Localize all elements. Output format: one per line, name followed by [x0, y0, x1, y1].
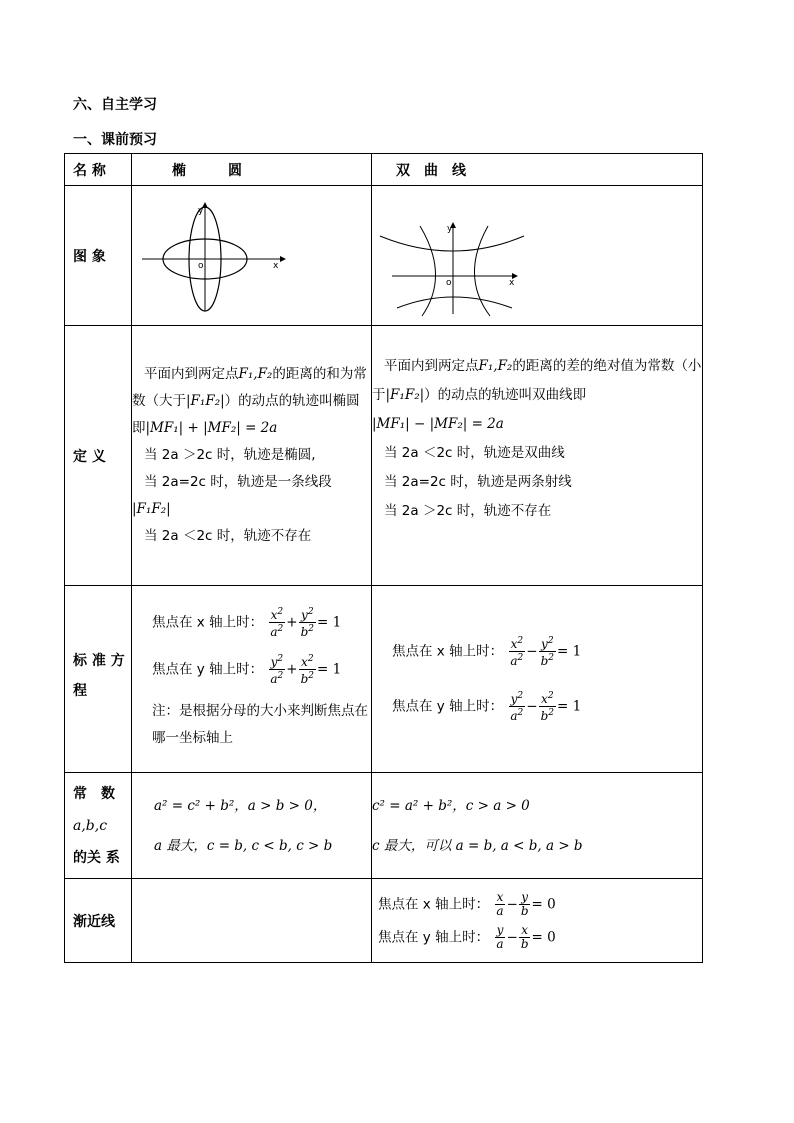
ellipse-case-2: 当 2a=2c 时，轨迹是一条线段 [144, 474, 332, 490]
frac: $\frac{y^2}{b^2}$ [300, 607, 314, 639]
table-row-asymptote [65, 879, 703, 963]
ellipse-eq-y-label: 焦点在 y 轴上时： [152, 661, 264, 678]
hyperbola-graph-cell [372, 186, 703, 326]
hyper-relation-1: c² = a² + b²，c > a > 0 [372, 797, 530, 814]
frac: $\frac{y}{a}$ [496, 922, 504, 951]
ellipse-axis-y: y [198, 206, 204, 216]
ellipse-graph [132, 186, 372, 321]
subsection-heading: 一、课前预习 [73, 132, 157, 148]
ellipse-def-text-2: 的距离的和为常数（大于 [132, 366, 367, 409]
table-header-row [65, 154, 703, 186]
frac: $\frac{x^2}{b^2}$ [540, 691, 554, 723]
frac: $\frac{x}{a}$ [496, 889, 504, 918]
table-row-relation [65, 773, 703, 879]
hyper-eq-x-label: 焦点在 x 轴上时： [392, 643, 504, 660]
comparison-table [64, 153, 703, 963]
hyperbola-origin: o [446, 278, 452, 288]
frac: $\frac{y^2}{a^2}$ [270, 654, 284, 686]
ellipse-relation [132, 773, 372, 879]
hyper-case-1: 当 2a ＜2c 时，轨迹是双曲线 [384, 445, 565, 461]
hyperbola-asymptotes [372, 879, 703, 963]
hyper-relation-2: c 最大，可以 a = b, a < b, a > b [372, 837, 583, 854]
frac: $\frac{x}{b}$ [520, 922, 529, 951]
ellipse-relation-1: a² = c² + b²，a > b > 0， [154, 797, 327, 814]
hyperbola-axis-y: y [447, 224, 453, 234]
hyper-def-foci: F₁,F₂ [478, 358, 513, 374]
hyperbola-equations [372, 586, 703, 773]
eq-rhs: = 1 [557, 643, 582, 660]
ellipse-def-f1f2: |F₁F₂| [186, 393, 225, 409]
ellipse-graph-cell [132, 186, 372, 326]
ellipse-definition [132, 326, 372, 586]
hyperbola-axis-x: x [509, 278, 515, 288]
ellipse-case-1: 当 2a ＞2c 时，轨迹是椭圆, [144, 447, 316, 463]
ellipse-case-2b: |F₁F₂| [132, 501, 171, 517]
hyperbola-relation [372, 773, 703, 879]
relation-label [65, 773, 132, 879]
asym-x: 焦点在 x 轴上时： $\frac{x}{a}$ − $\frac{y}{b}$ = 0 [378, 889, 556, 918]
ellipse-axis-x: x [273, 261, 279, 271]
ellipse-def-foci: F₁,F₂ [238, 366, 273, 382]
table-row-definition [65, 326, 703, 586]
ellipse-def-text-3: ）的动点的轨迹叫椭圆即 [132, 393, 360, 436]
hyper-def-text-2: 的距离的差的绝对值为常数（小于 [372, 358, 702, 403]
header-name: 名 称 [65, 154, 132, 186]
asymptote-label: 渐近线 [65, 879, 132, 963]
asym-rhs: = 0 [531, 929, 556, 945]
asym-y: 焦点在 y 轴上时： $\frac{y}{a}$ − $\frac{x}{b}$ = 0 [378, 922, 556, 951]
hyper-case-2: 当 2a=2c 时，轨迹是两条射线 [384, 474, 572, 490]
ellipse-asymptote [132, 879, 372, 963]
equation-note: 注：是根据分母的大小来判断焦点在哪一坐标轴上 [152, 703, 368, 746]
header-ellipse: 椭 圆 [132, 154, 372, 186]
equation-label: 标 准 方 程 [65, 586, 132, 773]
asym-x-label: 焦点在 x 轴上时： [378, 896, 490, 912]
ellipse-relation-2: a 最大，c = b, c < b, c > b [154, 837, 333, 854]
ellipse-eq-y: 焦点在 y 轴上时： $\frac{y^2}{a^2}$ + $\frac{x^2}{b^2}$ = 1 [152, 654, 342, 686]
relation-label-1: 常 数 [73, 785, 115, 802]
hyper-def-f1f2: |F₁F₂| [385, 387, 425, 403]
eq-rhs: = 1 [317, 661, 342, 678]
table-row-equation [65, 586, 703, 773]
ellipse-origin: o [198, 261, 204, 271]
section-heading: 六、自主学习 [73, 97, 157, 113]
ellipse-case-3: 当 2a ＜2c 时，轨迹不存在 [144, 528, 312, 544]
definition-label: 定 义 [65, 326, 132, 586]
ellipse-eq-x: 焦点在 x 轴上时： $\frac{x^2}{a^2}$ + $\frac{y^2}{b^2}$ = 1 [152, 607, 342, 639]
hyper-case-3: 当 2a ＞2c 时，轨迹不存在 [384, 503, 552, 519]
eq-rhs: = 1 [557, 698, 582, 715]
relation-label-2: a,b,c [73, 817, 108, 834]
relation-label-3: 的关 系 [73, 849, 120, 866]
frac: $\frac{x^2}{a^2}$ [510, 636, 524, 668]
ellipse-def-eq: |MF₁| + |MF₂| = 2a [145, 420, 278, 436]
graph-label: 图 象 [65, 186, 132, 326]
frac: $\frac{y^2}{b^2}$ [540, 636, 554, 668]
hyper-eq-x: 焦点在 x 轴上时： $\frac{x^2}{a^2}$ − $\frac{y^2}{b^2}$ = 1 [392, 636, 582, 668]
hyper-def-text-3: ）的动点的轨迹叫双曲线即 [424, 387, 587, 403]
frac: $\frac{y}{b}$ [520, 889, 529, 918]
hyper-eq-y-label: 焦点在 y 轴上时： [392, 698, 504, 715]
table-row-graph [65, 186, 703, 326]
frac: $\frac{x^2}{b^2}$ [300, 654, 314, 686]
hyperbola-graph [372, 186, 703, 321]
ellipse-eq-x-label: 焦点在 x 轴上时： [152, 614, 264, 631]
ellipse-equations [132, 586, 372, 773]
ellipse-def-text-1: 平面内到两定点 [144, 366, 239, 382]
hyperbola-definition [372, 326, 703, 586]
hyper-def-text-1: 平面内到两定点 [384, 358, 479, 374]
hyper-eq-y: 焦点在 y 轴上时： $\frac{y^2}{a^2}$ − $\frac{x^2}{b^2}$ = 1 [392, 691, 582, 723]
asym-rhs: = 0 [531, 896, 556, 912]
frac: $\frac{y^2}{a^2}$ [510, 691, 524, 723]
hyper-def-eq: |MF₁| − |MF₂| = 2a [372, 416, 504, 432]
header-hyperbola: 双 曲 线 [372, 154, 703, 186]
eq-rhs: = 1 [317, 614, 342, 631]
frac: $\frac{x^2}{a^2}$ [270, 607, 284, 639]
asym-y-label: 焦点在 y 轴上时： [378, 929, 490, 945]
